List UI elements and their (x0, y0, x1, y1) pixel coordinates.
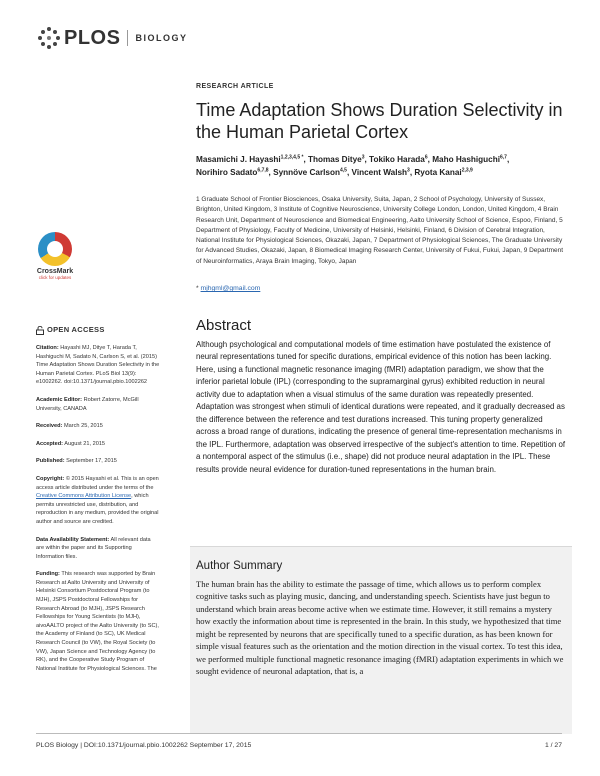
published-label: Published: (36, 458, 65, 465)
accepted-text: August 21, 2015 (64, 440, 106, 447)
published-text: September 17, 2015 (66, 458, 117, 465)
received-text: March 25, 2015 (64, 423, 103, 430)
editor-text: Robert Zatorre, McGill University, CANADA (36, 396, 139, 412)
affiliations: 1 Graduate School of Frontier Biosciences, Osaka University, Suita, Japan, 2 School of Psychology, University of Sussex, Brighton, United Kingdom, 3 Institute of Cognitive Neuroscience, University College London, London, United Kingdom, 4 Brain Research Unit, Department of Neuroscience and Biomedical Engineering, Aalto University School of Science, Espoo, Finland, 5 Department of Physiology, Faculty of Medicine, University of Helsinki, Helsinki, Finland, 6 Division of Cerebral Integration, National Institute for Physiological Sciences, Okazaki, Japan, 7 Department of Physiological Sciences, The Graduate University for Advanced Studies, Okazaki, Japan, 8 Biomedical Imaging Research Center, University of Fukui, Fukui, Japan, 9 Department of Neuroinformatics, Araya Brain Imaging, Tokyo, Japan (196, 196, 564, 265)
abstract-text: Although psychological and computational models of time estimation have postulated the existence of neural representations tuned for specific durations, empirical evidence of this notion has been lacking. Here, using a functional magnetic resonance imaging (fMRI) adaptation paradigm, we show that the inferior parietal lobule (IPL) (corresponding to the supramarginal gyrus) exhibited reduction in neural activity due to adaptation when a visual stimulus of the same duration was repeatedly presented. Adaptation was strongest when stimuli of identical durations were repeated, and it gradually decreased as the difference between the reference and test durations increased. This tuning property generalized across a broad range of durations, indicating the presence of general time-representation mechanisms in the IPL. Furthermore, adaptation was observed irrespective of the subject's attention to time. Repetition of a nontemporal aspect of the stimulus (i.e., shape) did not produce neural adaptation in the IPL. These results provide neural evidence for duration-tuned representations in the human brain. (196, 340, 566, 474)
citation-label: Citation: (36, 345, 59, 351)
author-summary-box (190, 546, 572, 734)
copyright-label: Copyright: (36, 475, 65, 482)
page-footer (36, 733, 562, 749)
copyright (36, 475, 160, 527)
author: Synnöve Carlson$^{4,5}$, (273, 167, 352, 177)
plos-dots-icon (38, 27, 60, 49)
crossmark-badge[interactable] (34, 232, 76, 280)
article-title: Time Adaptation Shows Duration Selectivity in the Human Parietal Cortex (196, 100, 563, 142)
published-date (36, 457, 160, 466)
abstract-heading: Abstract (196, 317, 252, 334)
crossmark-sub: click for updates (38, 275, 72, 280)
citation (36, 344, 160, 387)
crossmark-label: CrossMark (36, 268, 74, 275)
author-list (196, 152, 566, 178)
accepted-date (36, 440, 160, 449)
author: Norihiro Sadato$^{6,7,8}$, (196, 167, 274, 177)
copyright-pre: © 2015 Hayashi et al. This is an open access article distributed under the terms of the (36, 475, 159, 491)
funding (36, 570, 160, 673)
author: Ryota Kanai$^{2,3,9}$ (414, 167, 473, 177)
received-date (36, 422, 160, 431)
data-text: All relevant data are within the paper and its Supporting Information files. (36, 536, 151, 560)
license-link[interactable]: Creative Commons Attribution License (36, 493, 132, 500)
data-label: Data Availability Statement: (36, 536, 110, 543)
page-number: 1 / 27 (544, 742, 562, 749)
author: Maho Hashiguchi$^{6,7}$, (432, 154, 510, 164)
data-availability (36, 536, 160, 562)
footer-citation: PLOS Biology | DOI:10.1371/journal.pbio.1002262 September 17, 2015 (36, 742, 252, 749)
received-label: Received: (36, 423, 63, 430)
article-type: RESEARCH ARTICLE (196, 83, 274, 90)
open-access-label: OPEN ACCESS (47, 325, 105, 335)
author: Tokiko Harada$^6$, (369, 154, 433, 164)
author-summary-text: The human brain has the ability to estimate the passage of time, which allows us to perform complex cognitive tasks such as playing music, dancing, and understanding speech. Scientists have just begun to understand which brain areas become active when we estimate time. However, it still remains a mystery how exactly the information about time is represented in the brain. In this study, we hypothesized that time might be represented by neurons that are specifically tuned to a specific duration, as has been known for simple visual features such as the orientation and the motion direction in the visual cortex. To test this idea, we performed multiple functional magnetic resonance imaging (fMRI) adaptation experiments in which we sought evidence of neuronal adaptation, that is, a (196, 579, 564, 676)
editor-label: Academic Editor: (36, 396, 83, 403)
author: Thomas Ditye$^3$, (308, 154, 370, 164)
corresponding-email (196, 285, 260, 292)
article-metadata (36, 326, 160, 682)
crossmark-icon (38, 232, 72, 266)
open-lock-icon (36, 326, 44, 335)
logo-separator (127, 30, 128, 46)
author: Vincent Walsh$^3$, (351, 167, 415, 177)
journal-name: BIOLOGY (135, 33, 188, 43)
email-star: * (196, 285, 199, 292)
funding-text: This research was supported by Brain Research at Aalto University and University of Helsinki Consortium Postdoctoral Program (to MJH), JSPS Postdoctoral Fellowships for Research Abroad (to MJH), JSPS Research Fellowships for Young Scientists (to MJH), aivoAALTO project of the Aalto University (to SC), the Academy of Finland (to SC), UK Medical Research Council (to VW), the Royal Society (to VW), Japan Science and Technology Agency (to RK), and the Cooperative Study Program of National Institute for Physiological Sciences. The (36, 571, 159, 672)
citation-text: Hayashi MJ, Ditye T, Harada T, Hashiguchi M, Sadato N, Carlson S, et al. (2015) Time Adaptation Shows Duration Selectivity in the Human Parietal Cortex. PLoS Biol 13(9): e1002262. doi:10.1371/journal.pbio.1002262 (36, 345, 160, 386)
author-summary-heading: Author Summary (196, 560, 283, 572)
logo-word: PLOS (64, 26, 121, 49)
author: Masamichi J. Hayashi$^{1,2,3,4,5 *}$, (196, 154, 309, 164)
email-link[interactable]: mjhgml@gmail.com (200, 285, 261, 292)
funding-label: Funding: (36, 571, 60, 578)
accepted-label: Accepted: (36, 440, 64, 447)
academic-editor (36, 396, 160, 413)
open-access-badge (36, 326, 160, 335)
plos-biology-logo (38, 26, 187, 50)
copyright-post: , which permits unrestricted use, distribution, and reproduction in any medium, provided the original author and source are credited. (36, 493, 159, 525)
